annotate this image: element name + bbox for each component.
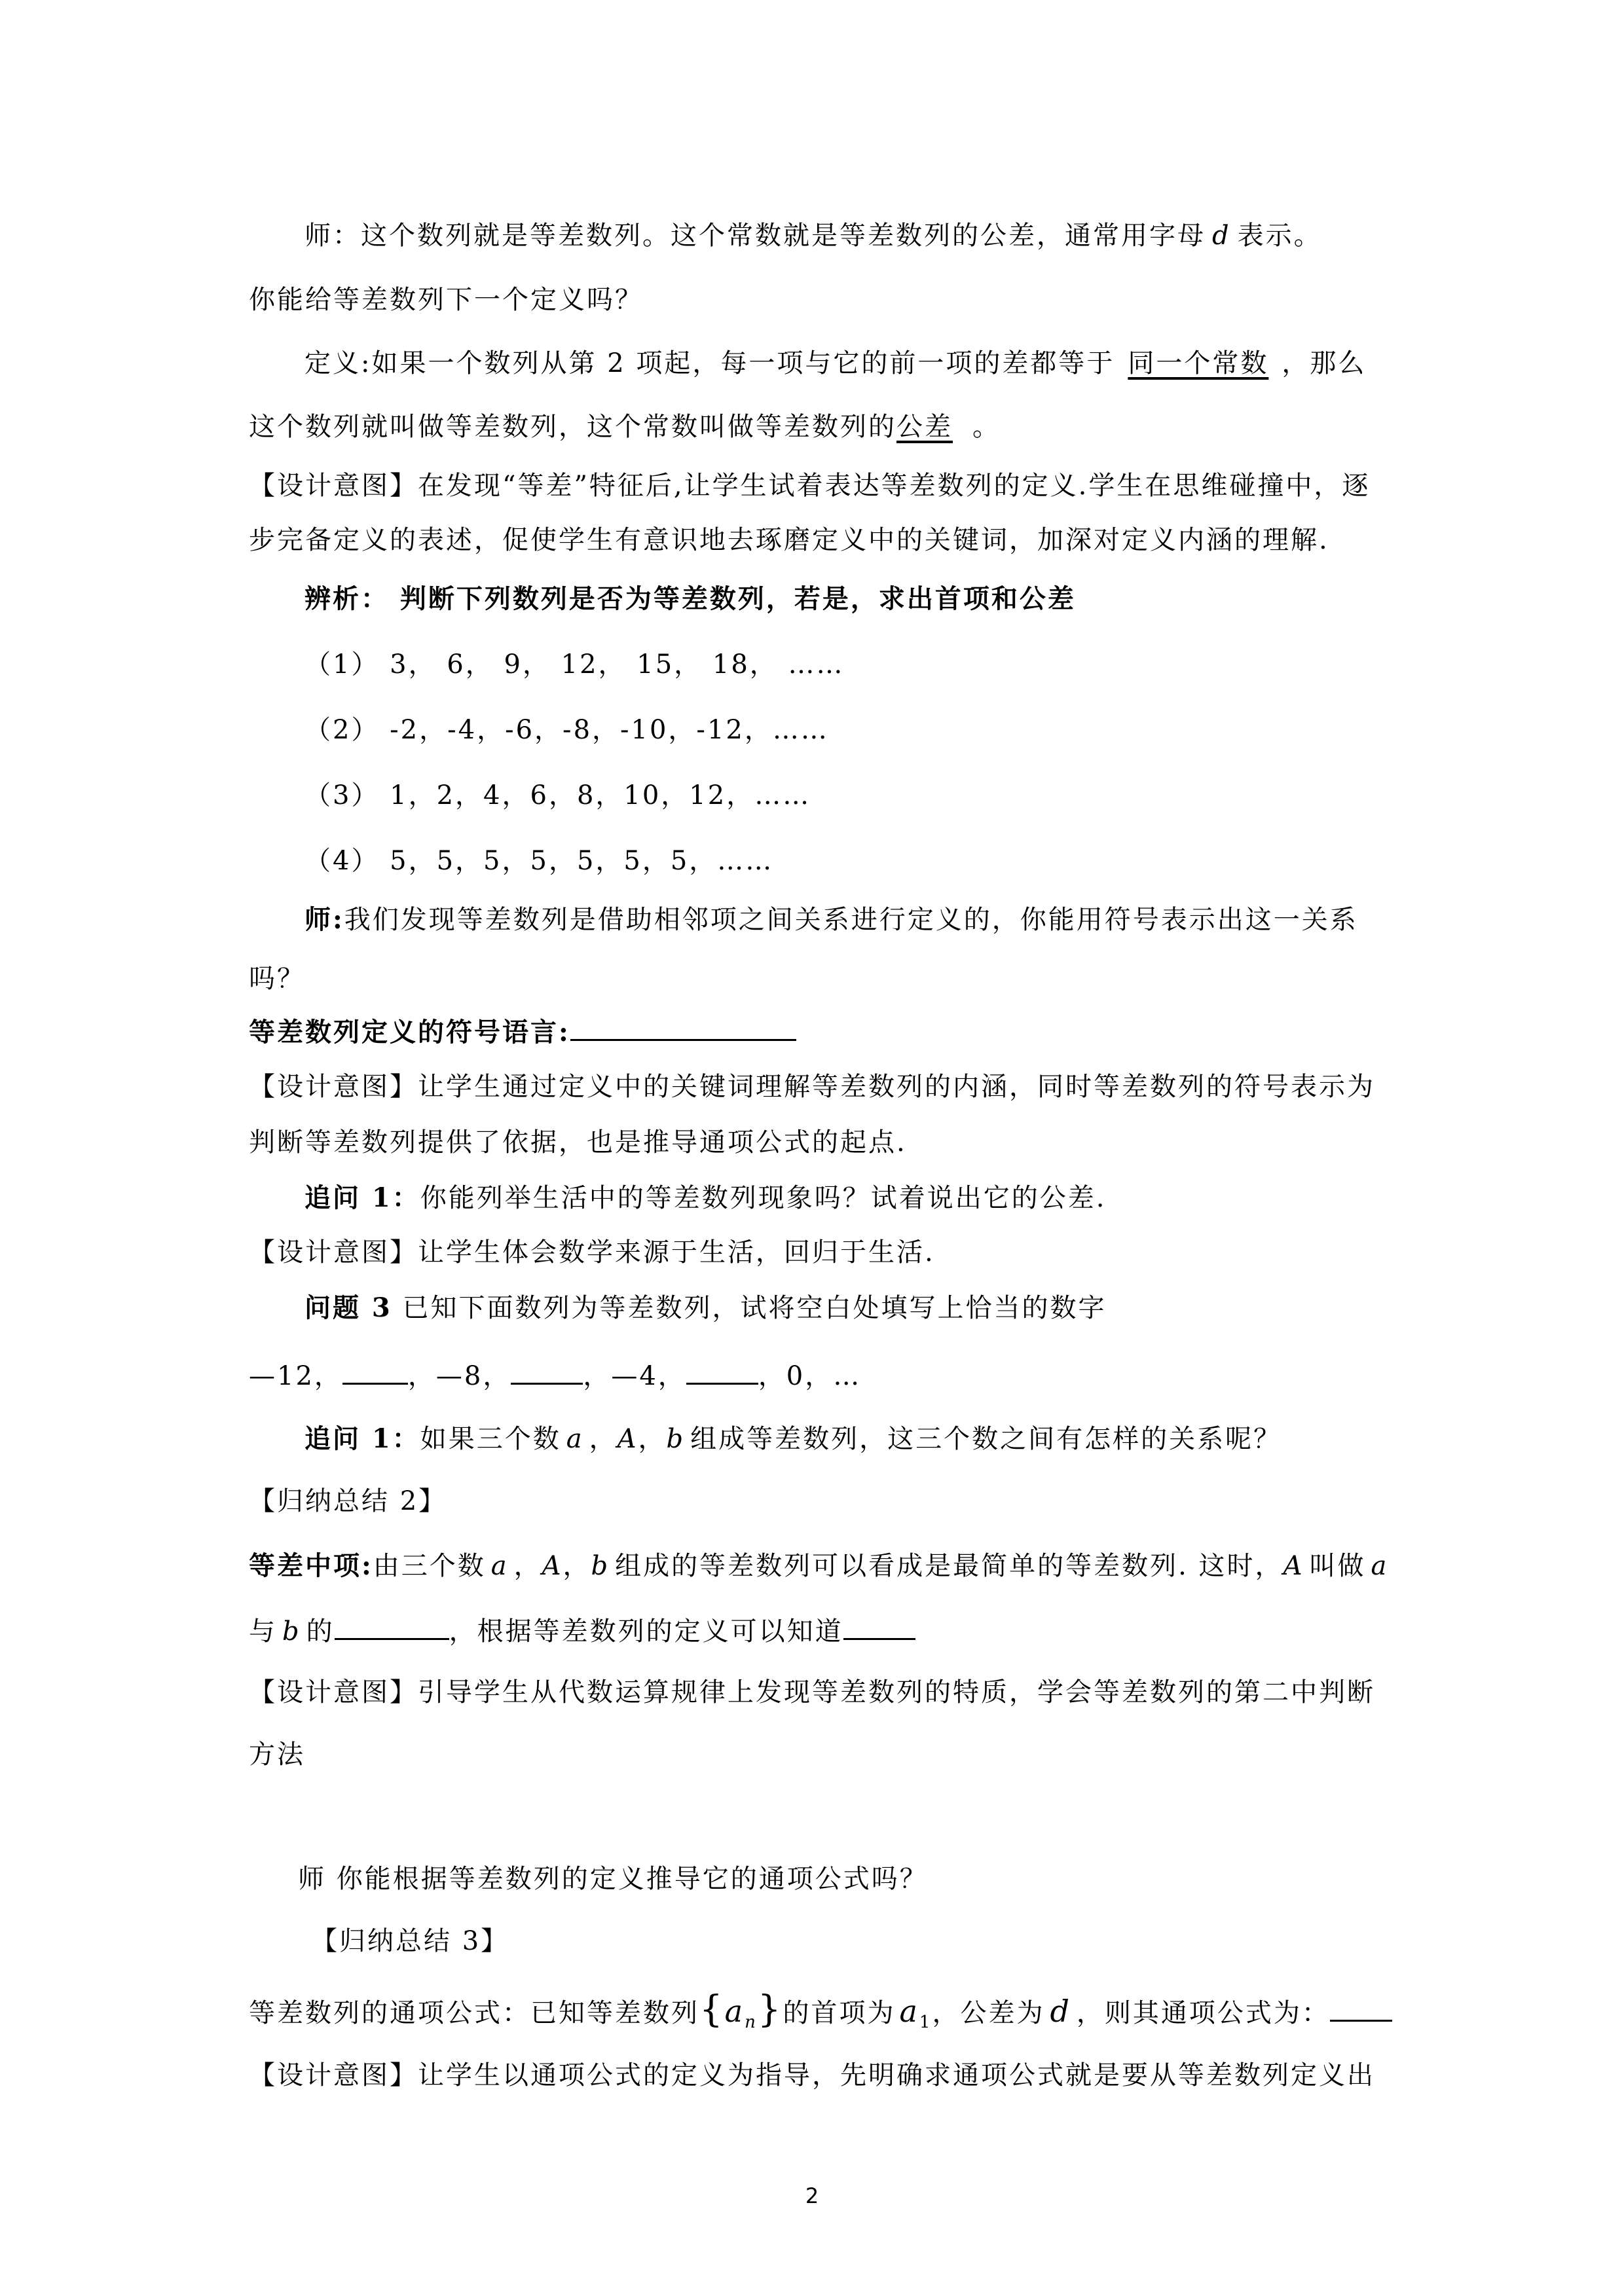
text: 如果三个数 <box>420 1424 561 1454</box>
variable-A: A <box>617 1424 638 1454</box>
variable-b: b <box>591 1551 610 1581</box>
text: 。 <box>972 412 1001 442</box>
text: 这个数列就叫做等差数列，这个常数叫做等差数列的 <box>249 412 896 442</box>
blank-1 <box>342 1355 408 1385</box>
text: 等差数列定义的符号语言: <box>249 1017 570 1048</box>
variable-A: A <box>542 1551 563 1581</box>
blank-symbol-language <box>570 1011 796 1041</box>
blank-general-term <box>1330 1992 1392 2022</box>
text: ，0，… <box>758 1361 862 1391</box>
label: 问题 3 <box>304 1292 392 1323</box>
text: 【归纳总结 2】 <box>249 1486 447 1516</box>
text: 步完备定义的表述，促使学生有意识地去琢磨定义中的关键词，加深对定义内涵的理解. <box>249 525 1329 555</box>
left-brace: { <box>699 1988 725 2031</box>
text: 【归纳总结 3】 <box>311 1926 509 1956</box>
text: 等差数列的通项公式：已知等差数列 <box>249 1998 699 2028</box>
blank-3 <box>686 1355 758 1385</box>
blank-relation <box>843 1611 915 1640</box>
text: —12， <box>249 1361 342 1391</box>
variable-a: a <box>1371 1551 1389 1581</box>
variable-b: b <box>282 1616 301 1647</box>
blank-answer-common-difference: 公差 <box>896 412 953 442</box>
speaker-label: 师: <box>304 904 344 935</box>
right-brace: } <box>757 1988 783 2031</box>
text: 【设计意图】引导学生从代数运算规律上发现等差数列的特质，学会等差数列的第二中判断 <box>249 1677 1375 1707</box>
text: 的首项为 <box>783 1998 896 2028</box>
text: 表示。 <box>1237 221 1322 251</box>
text: 由三个数 <box>373 1551 486 1581</box>
text: ， <box>513 1551 542 1581</box>
text: 你能列举生活中的等差数列现象吗？试着说出它的公差. <box>420 1183 1107 1213</box>
text: 师 你能根据等差数列的定义推导它的通项公式吗？ <box>298 1864 928 1894</box>
blank-answer-same-constant: 同一个常数 <box>1128 348 1269 378</box>
text: ，根据等差数列的定义可以知道 <box>449 1616 843 1647</box>
text: ，—4， <box>583 1361 686 1391</box>
subscript-1: 1 <box>919 2013 932 2032</box>
text: （3） 1，2，4，6，8，10，12，…… <box>304 780 811 811</box>
text: ，公差为 <box>932 1998 1045 2028</box>
text: （4） 5，5，5，5，5，5，5，…… <box>304 846 774 876</box>
text: 的 <box>306 1616 335 1647</box>
variable-a: a <box>899 1994 919 2029</box>
label: 追问 1： <box>304 1423 420 1454</box>
label: 等差中项: <box>249 1550 373 1581</box>
text: 你能给等差数列下一个定义吗？ <box>249 285 643 315</box>
text: 【设计意图】在发现“等差”特征后,让学生试着表达等差数列的定义.学生在思维碰撞中，逐 <box>249 471 1371 501</box>
variable-a: a <box>490 1551 509 1581</box>
text: 辨析： 判断下列数列是否为等差数列，若是，求出首项和公差 <box>304 583 1076 614</box>
blank-2 <box>511 1355 583 1385</box>
text: 定义:如果一个数列从第 2 项起，每一项与它的前一项的差都等于 <box>304 348 1115 378</box>
variable-d: d <box>1212 221 1231 251</box>
variable-d: d <box>1050 1994 1071 2029</box>
text: 【设计意图】让学生体会数学来源于生活，回归于生活. <box>249 1237 935 1267</box>
text: 师：这个数列就是等差数列。这个常数就是等差数列的公差，通常用字母 <box>304 221 1206 251</box>
text: 【设计意图】让学生以通项公式的定义为指导，先明确求通项公式就是要从等差数列定义出 <box>249 2060 1375 2090</box>
text: （2） -2，-4，-6，-8，-10，-12，…… <box>304 715 829 745</box>
variable-b: b <box>666 1424 686 1454</box>
subscript-n: n <box>745 2013 758 2032</box>
text: （1） 3， 6， 9， 12， 15， 18， …… <box>304 649 845 680</box>
text: 【设计意图】让学生通过定义中的关键词理解等差数列的内涵，同时等差数列的符号表示为 <box>249 1072 1375 1102</box>
page-number: 2 <box>805 2183 819 2208</box>
blank-arithmetic-mean <box>335 1611 449 1640</box>
text: ， <box>589 1424 618 1454</box>
text: 已知下面数列为等差数列，试将空白处填写上恰当的数字 <box>392 1293 1107 1323</box>
variable-A: A <box>1283 1551 1304 1581</box>
text: 叫做 <box>1309 1551 1366 1581</box>
text: 组成等差数列，这三个数之间有怎样的关系呢？ <box>690 1424 1282 1454</box>
text: ，则其通项公式为： <box>1076 1998 1330 2028</box>
variable-a: a <box>566 1424 584 1454</box>
text: ，那么 <box>1282 348 1367 378</box>
variable-a: a <box>724 1994 745 2029</box>
text: 与 <box>249 1616 277 1647</box>
text: 方法 <box>249 1740 305 1770</box>
text: ， <box>638 1424 667 1454</box>
label: 追问 1： <box>304 1182 420 1213</box>
text: 组成的等差数列可以看成是最简单的等差数列. 这时， <box>615 1551 1283 1581</box>
text: 我们发现等差数列是借助相邻项之间关系进行定义的，你能用符号表示出这一关系 <box>344 905 1358 935</box>
text: ，—8， <box>407 1361 511 1391</box>
text: 吗？ <box>249 964 305 994</box>
text: ， <box>563 1551 591 1581</box>
text: 判断等差数列提供了依据，也是推导通项公式的起点. <box>249 1127 907 1157</box>
